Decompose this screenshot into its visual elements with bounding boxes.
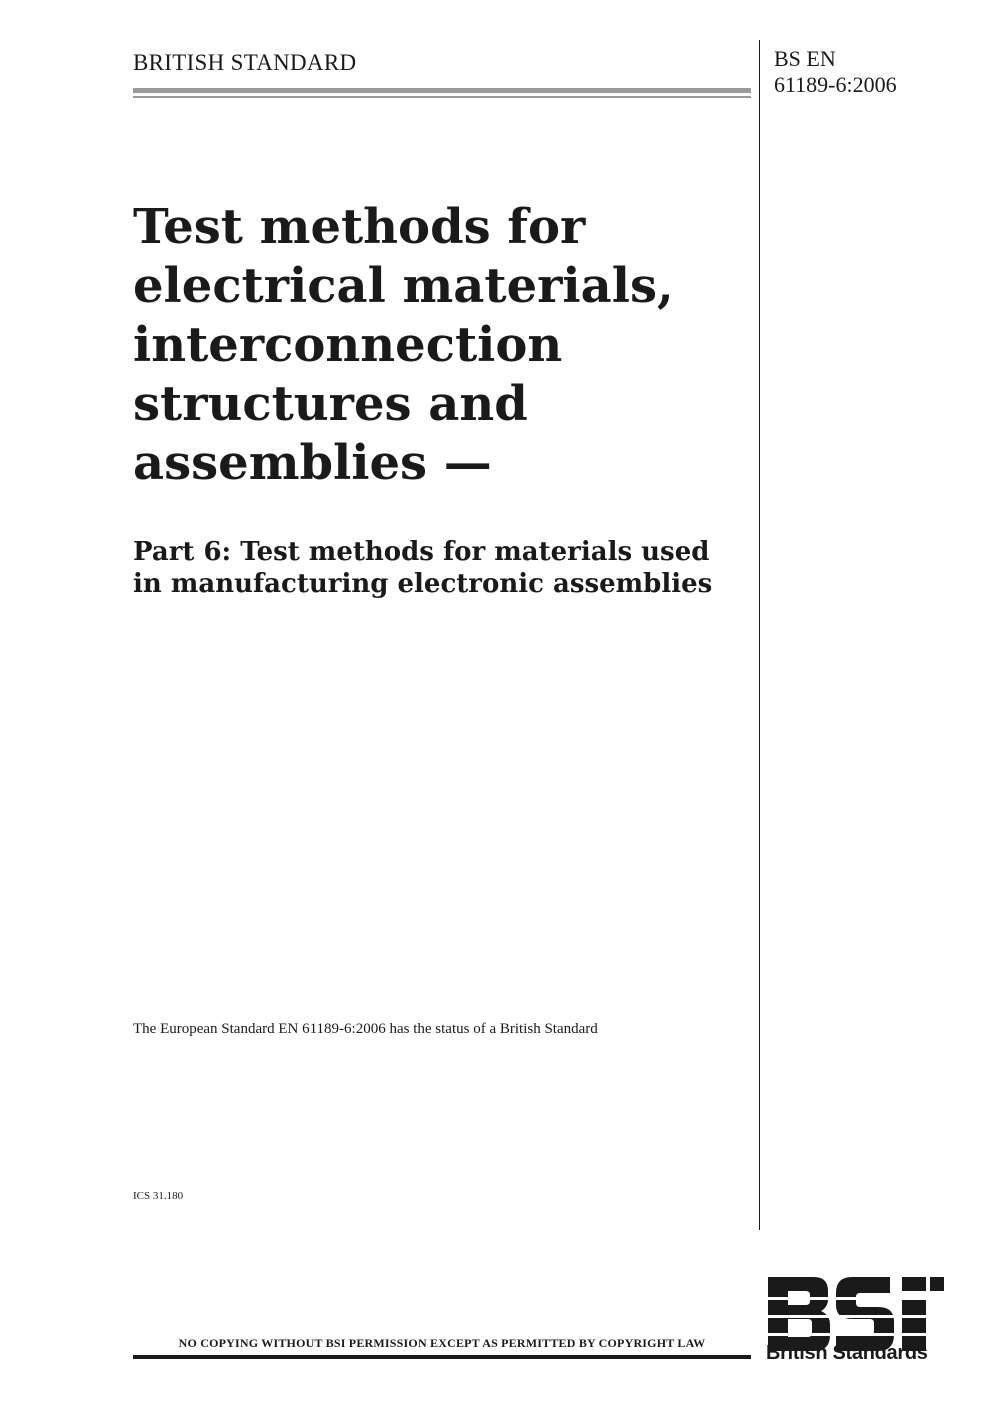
header-rule-thin bbox=[133, 96, 751, 98]
header-rule-thick bbox=[133, 88, 751, 93]
standard-number bbox=[774, 46, 897, 98]
footer-rule bbox=[133, 1355, 751, 1359]
subtitle-line: in manufacturing electronic assemblies bbox=[133, 569, 713, 599]
standard-number-line: 61189-6:2006 bbox=[774, 72, 897, 97]
logo-caption: British Standards bbox=[766, 1342, 928, 1364]
status-note: The European Standard EN 61189-6:2006 has the status of a British Standard bbox=[133, 1021, 598, 1037]
document-subtitle bbox=[133, 536, 753, 600]
title-line: electrical materials, bbox=[133, 258, 674, 314]
title-line: assemblies — bbox=[133, 435, 492, 491]
subtitle-line: Part 6: Test methods for materials used bbox=[133, 537, 710, 567]
title-line: interconnection bbox=[133, 317, 563, 373]
document-title bbox=[133, 198, 743, 493]
title-line: Test methods for bbox=[133, 199, 586, 255]
copyright-notice: NO COPYING WITHOUT BSI PERMISSION EXCEPT AS PERMITTED BY COPYRIGHT LAW bbox=[178, 1336, 706, 1350]
column-divider bbox=[759, 40, 760, 1230]
ics-code: ICS 31.180 bbox=[133, 1190, 184, 1202]
series-label: BRITISH STANDARD bbox=[133, 50, 357, 75]
standard-number-line: BS EN bbox=[774, 46, 836, 71]
title-line: structures and bbox=[133, 376, 528, 432]
